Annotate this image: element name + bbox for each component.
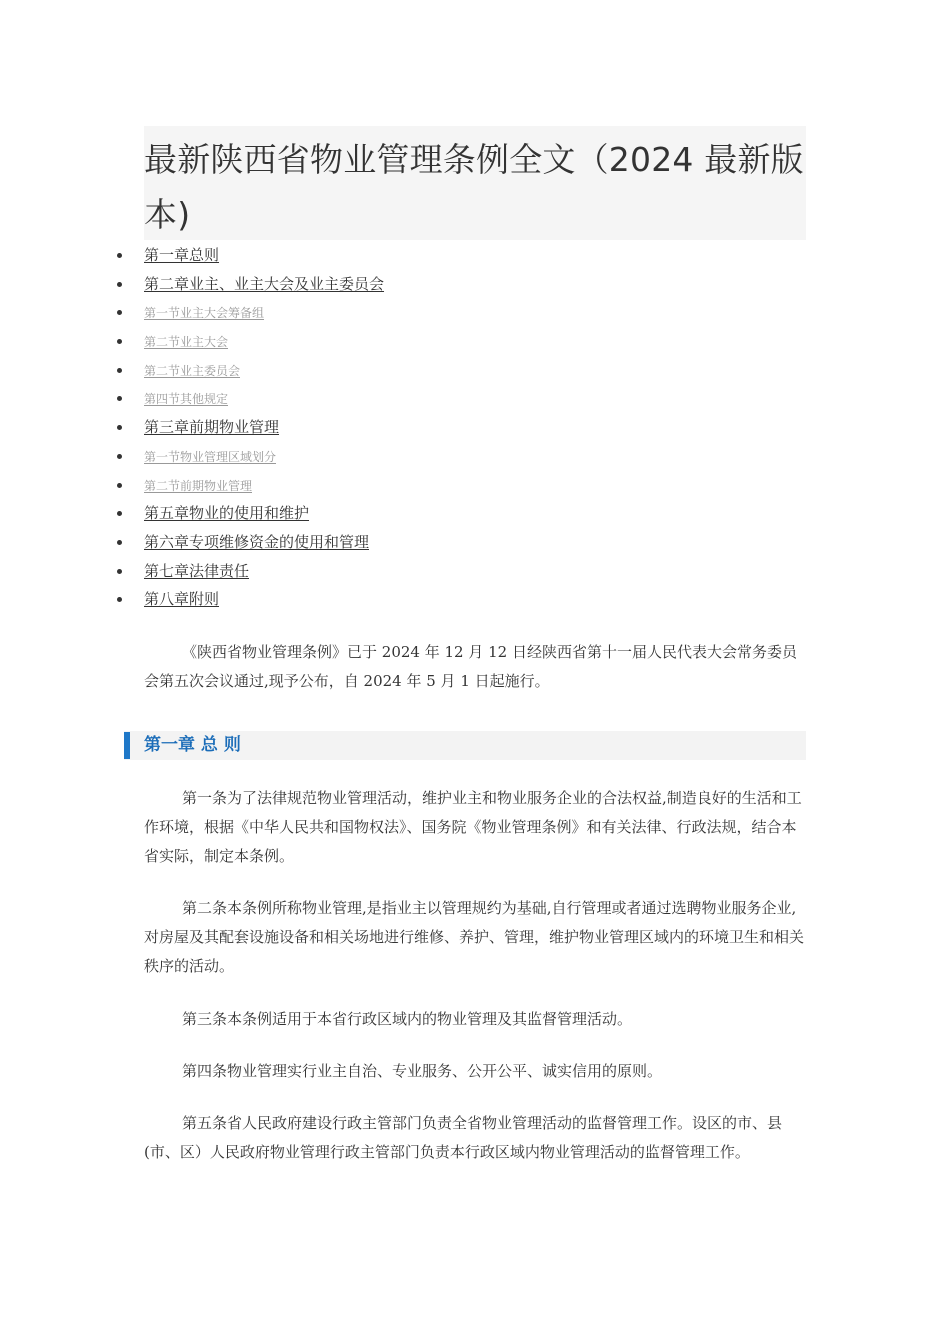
toc-item [144, 557, 804, 586]
toc-item [144, 585, 804, 614]
toc-item [144, 471, 804, 500]
toc-link[interactable]: 第八章附则 [144, 590, 220, 609]
toc-link[interactable]: 第六章专项维修资金的使用和管理 [144, 532, 370, 551]
article-paragraph: 第四条物业管理实行业主自治、专业服务、公开公平、诚实信用的原则。 [182, 1062, 663, 1080]
title-block [144, 126, 806, 240]
toc-link[interactable]: 第二节业主委员会 [144, 363, 241, 378]
toc-item [144, 384, 804, 413]
toc-link[interactable]: 第三章前期物业管理 [144, 418, 280, 437]
chapter-title: 第一章 总 则 [144, 735, 241, 755]
toc-link[interactable]: 第二节业主大会 [144, 335, 229, 350]
article-paragraph: 第一条为了法律规范物业管理活动，维护业主和物业服务企业的合法权益,制造良好的生活和工作环境，根据《中华人民共和国物权法》、国务院《物业管理条例》和有关法律、行政法规，结合本省实际，制定本条例。 [144, 789, 802, 865]
chapter-heading [124, 731, 806, 760]
intro-paragraph: 《陕西省物业管理条例》已于 2024 年 12 月 12 日经陕西省第十一届人民代表大会常务委员会第五次会议通过,现予公布，自 2024 年 5 月 1 日起施行。 [144, 643, 797, 690]
toc-item [144, 241, 804, 270]
heading-accent-bar [124, 732, 130, 759]
toc-item [144, 413, 804, 442]
article-paragraph: 第二条本条例所称物业管理,是指业主以管理规约为基础,自行管理或者通过选聘物业服务企业,对房屋及其配套设施设备和相关场地进行维修、养护、管理，维护物业管理区域内的环境卫生和相关秩序的活动。 [144, 899, 805, 975]
toc-item [144, 327, 804, 356]
toc-item [144, 499, 804, 528]
table-of-contents [144, 241, 804, 614]
toc-link[interactable]: 第四节其他规定 [144, 392, 229, 407]
toc-item [144, 528, 804, 557]
toc-item [144, 356, 804, 385]
toc-item [144, 442, 804, 471]
toc-link[interactable]: 第五章物业的使用和维护 [144, 504, 310, 523]
toc-link[interactable]: 第一章总则 [144, 246, 220, 264]
toc-item [144, 270, 804, 299]
toc-link[interactable]: 第一节物业管理区域划分 [144, 449, 277, 464]
toc-item [144, 298, 804, 327]
article-paragraph: 第三条本条例适用于本省行政区域内的物业管理及其监督管理活动。 [182, 1010, 633, 1028]
page-title: 最新陕西省物业管理条例全文（2024 最新版本) [144, 140, 804, 234]
toc-link[interactable]: 第七章法律责任 [144, 561, 250, 580]
toc-link[interactable]: 第二章业主、业主大会及业主委员会 [144, 274, 385, 293]
toc-link[interactable]: 第一节业主大会筹备组 [144, 306, 265, 321]
toc-link[interactable]: 第二节前期物业管理 [144, 478, 253, 493]
article-paragraph: 第五条省人民政府建设行政主管部门负责全省物业管理活动的监督管理工作。设区的市、县(市、区）人民政府物业管理行政主管部门负责本行政区域内物业管理活动的监督管理工作。 [144, 1114, 783, 1161]
